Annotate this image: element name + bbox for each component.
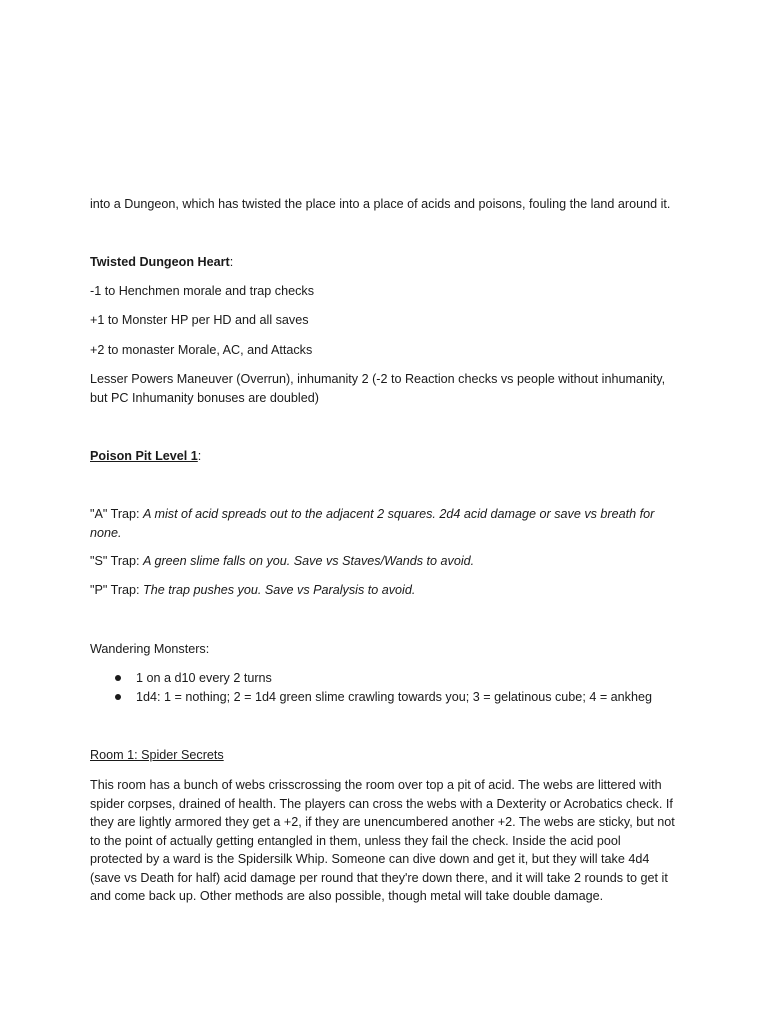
heart-line-2	[90, 311, 680, 330]
trap-label: "P" Trap:	[90, 583, 144, 597]
heart-powers	[90, 370, 680, 407]
list-item	[90, 669, 690, 688]
room1-body-text: This room has a bunch of webs crisscrossing the room over top a pit of acid. The webs are littered with spider corpses, drained of health. The players can cross the webs with a Dexterity or Acrobatics check. If they are lightly armored they get a +2, if they are unencumbered another +2. The webs are sticky, but not to the point of actually getting entangled in them, unless they fail the check. Inside the acid pool protected by a ward is the Spidersilk Whip. Someone can dive down and get it, but they will take 4d4 (save vs Death for half) acid damage per round that they're down there, and it will take 2 rounds to get it and come back up. Other methods are also possible, though metal will take double damage.	[90, 778, 675, 903]
room1-heading-text: Room 1: Spider Secrets	[90, 748, 224, 762]
wandering-list	[90, 669, 690, 706]
wandering-heading	[90, 640, 680, 659]
bullet-icon	[115, 675, 121, 681]
trap-description: A mist of acid spreads out to the adjacent 2 squares. 2d4 acid damage or save vs breath for none.	[90, 507, 655, 540]
trap-label: "A" Trap:	[90, 507, 144, 521]
heart-powers-text: Lesser Powers Maneuver (Overrun), inhumanity 2 (-2 to Reaction checks vs people without inhumanity, but PC Inhumanity bonuses are doubled)	[90, 372, 666, 405]
list-item-text: 1d4: 1 = nothing; 2 = 1d4 green slime crawling towards you; 3 = gelatinous cube; 4 = ankheg	[136, 689, 652, 704]
trap-description: A green slime falls on you. Save vs Staves/Wands to avoid.	[143, 554, 475, 568]
list-item-text: 1 on a d10 every 2 turns	[136, 671, 272, 685]
heart-line-1	[90, 282, 680, 301]
heart-heading-colon: :	[229, 255, 234, 269]
bullet-icon	[115, 694, 121, 700]
room1-body	[90, 776, 675, 906]
heart-line-text: +1 to Monster HP per HD and all saves	[90, 313, 309, 327]
trap-s	[90, 552, 680, 571]
trap-p	[90, 581, 680, 600]
level-heading	[90, 447, 680, 466]
heart-line-text: +2 to monaster Morale, AC, and Attacks	[90, 343, 313, 357]
level-heading-text: Poison Pit Level 1	[90, 449, 198, 463]
list-item	[90, 688, 690, 707]
trap-a	[90, 505, 665, 542]
room1-heading	[90, 746, 680, 765]
intro-paragraph	[90, 195, 680, 214]
trap-description: The trap pushes you. Save vs Paralysis to avoid.	[143, 583, 416, 597]
heart-heading	[90, 253, 680, 272]
wandering-heading-text: Wandering Monsters:	[90, 642, 210, 656]
heart-line-text: -1 to Henchmen morale and trap checks	[90, 284, 315, 298]
trap-label: "S" Trap:	[90, 554, 144, 568]
heart-heading-text: Twisted Dungeon Heart	[90, 255, 230, 269]
intro-text: into a Dungeon, which has twisted the place into a place of acids and poisons, fouling the land around it.	[90, 197, 671, 211]
level-heading-colon: :	[197, 449, 202, 463]
heart-line-3	[90, 341, 680, 360]
